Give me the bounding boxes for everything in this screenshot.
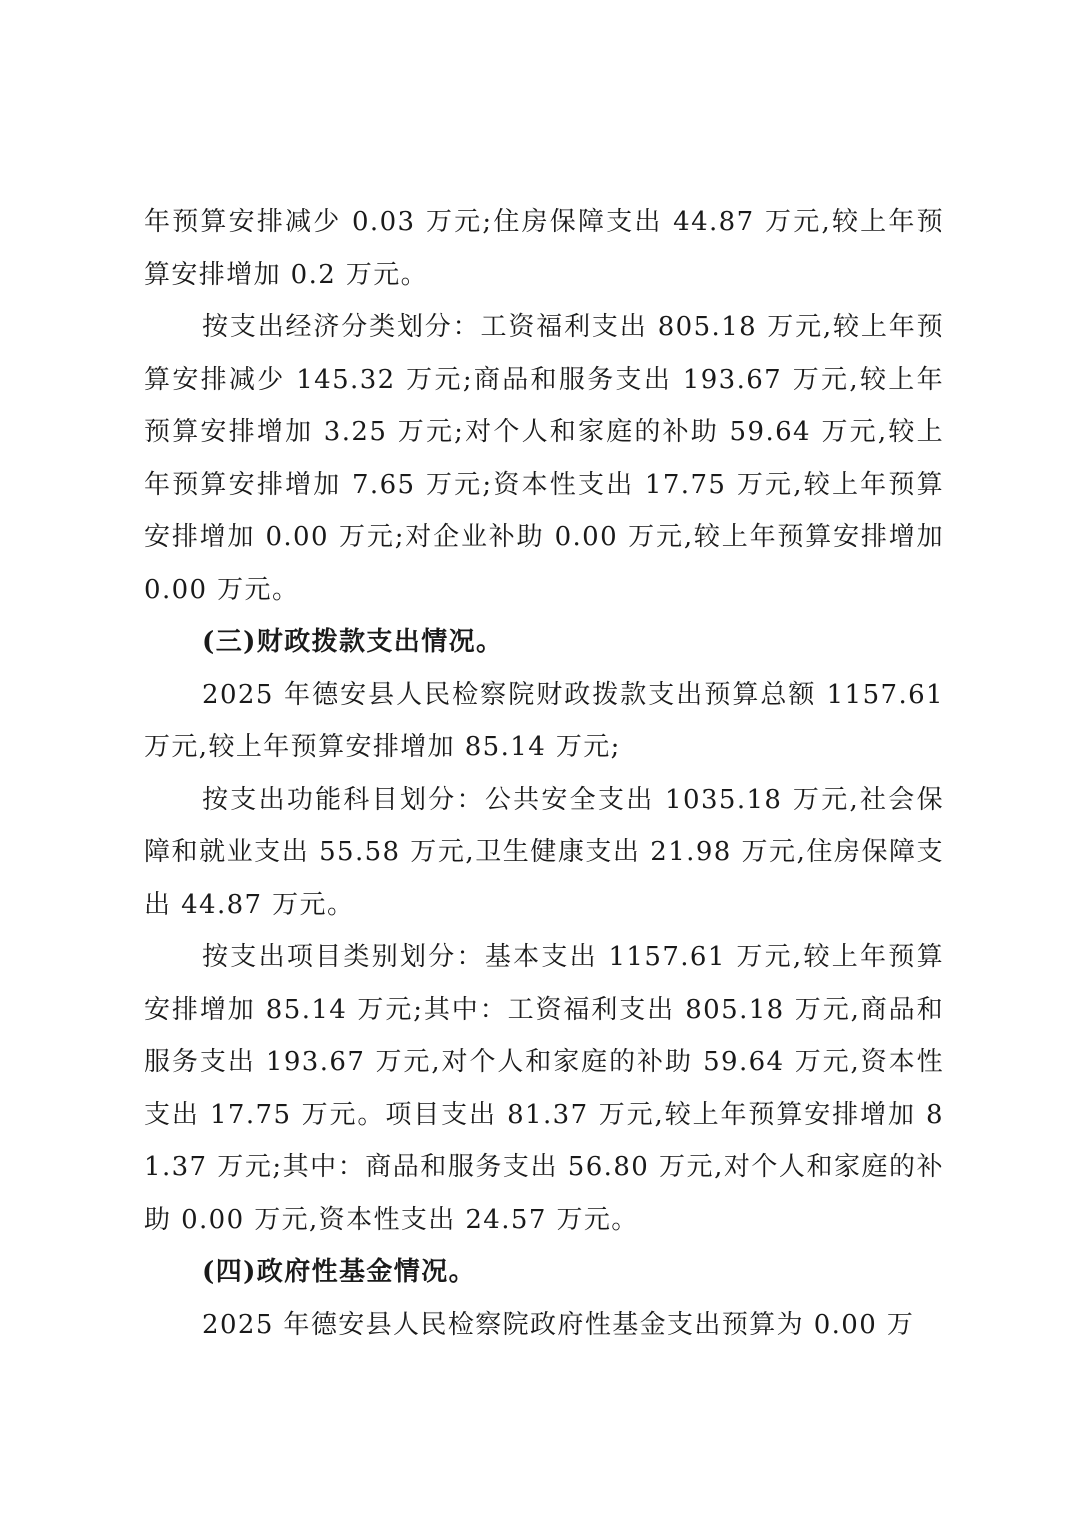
section-heading-fiscal-appropriation: (三)财政拨款支出情况。 <box>202 627 504 657</box>
paragraph-government-fund: 2025 年德安县人民检察院政府性基金支出预算为 0.00 万 <box>202 1309 915 1340</box>
paragraph-project-category: 按支出项目类别划分：基本支出 1157.61 万元,较上年预算安排增加 85.14 万元;其中：工资福利支出 805.18 万元,商品和服务支出 193.67 万元,对个人和家庭的补助 59.64 万元,资本性支出 17.75 万元。项目支出 81.37 万元,较上年预算安排增加 81.37 万元;其中：商品和服务支出 56.80 万元,对个人和家庭的补助 0.00 万元,资本性支出 24.57 万元。 <box>144 942 944 1235</box>
paragraph-fiscal-total: 2025 年德安县人民检察院财政拨款支出预算总额 1157.61 万元,较上年预算安排增加 85.14 万元; <box>144 679 944 762</box>
paragraph-housing-continuation: 年预算安排减少 0.03 万元;住房保障支出 44.87 万元,较上年预算安排增加 0.2 万元。 <box>144 207 944 290</box>
section-heading-government-fund: (四)政府性基金情况。 <box>202 1257 477 1287</box>
document-body <box>144 196 944 1351</box>
paragraph-functional-classification: 按支出功能科目划分：公共安全支出 1035.18 万元,社会保障和就业支出 55.58 万元,卫生健康支出 21.98 万元,住房保障支出 44.87 万元。 <box>144 784 944 920</box>
paragraph-economic-classification: 按支出经济分类划分：工资福利支出 805.18 万元,较上年预算安排减少 145.32 万元;商品和服务支出 193.67 万元,较上年预算安排增加 3.25 万元;对个人和家庭的补助 59.64 万元,较上年预算安排增加 7.65 万元;资本性支出 17.75 万元,较上年预算安排增加 0.00 万元;对企业补助 0.00 万元,较上年预算安排增加 0.00 万元。 <box>144 312 944 605</box>
